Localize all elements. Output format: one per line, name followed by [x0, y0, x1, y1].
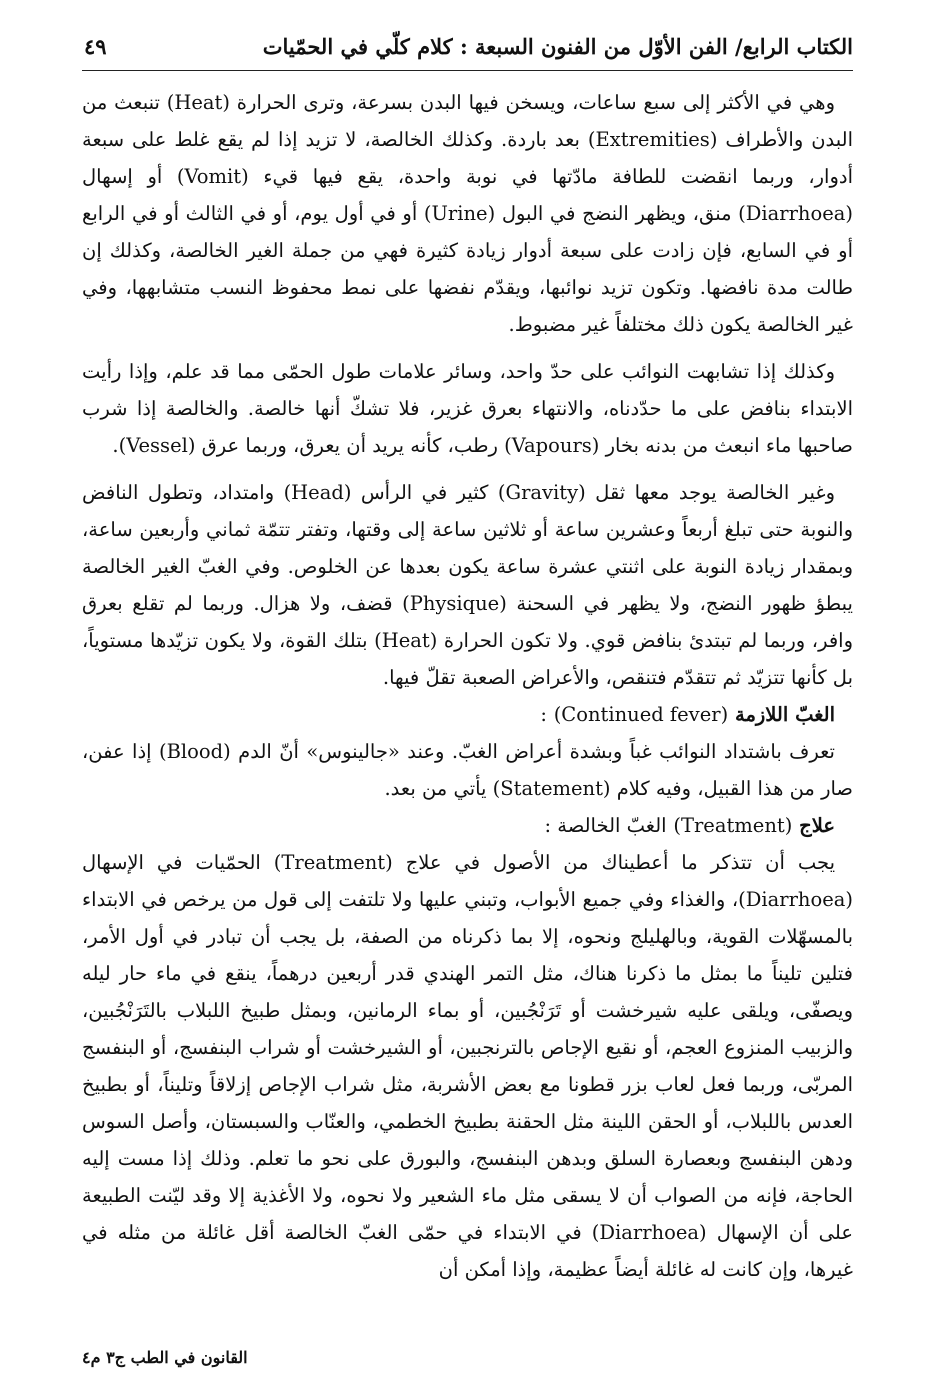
header-title: الكتاب الرابع/ الفن الأوّل من الفنون السبعة : كلام كلّي في الحمّيات: [262, 34, 853, 59]
heading-tail: :: [540, 703, 547, 726]
paragraph-1: وهي في الأكثر إلى سبع ساعات، ويسخن فيها البدن بسرعة، وترى الحرارة (Heat) تنبعث من البدن والأطراف (Extremities) بعد باردة. وكذلك الخالصة، لا تزيد إذا لم يقع غلط على سبعة أدوار، وربما انقضت للطافة مادّتها في نوبة واحدة، يقع فيها قيء (Vomit) أو إسهال (Diarrhoea) منق، ويظهر النضج في البول (Urine) أو في أول يوم، أو في الثالث أو في الرابع أو في السابع، فإن زادت على سبعة أدوار زيادة كثيرة فهي من جملة الغير الخالصة، وكذلك إن طالت مدة نافضها. وتكون تزيد نوائبها، ويقدّم نفضها على نمط محفوظ النسب متشابهها، وفي غير الخالصة يكون ذلك مختلفاً غير مضبوط.: [82, 91, 854, 336]
page-number: ٤٩: [84, 34, 107, 59]
paragraph-5: يجب أن تتذكر ما أعطيناك من الأصول في علاج (Treatment) الحمّيات في الإسهال (Diarrhoea)، والغذاء وفي جميع الأبواب، وتبني عليها ولا تلتفت إلى قول من يرخص في الابتداء بالمسهّلات القوية، وبالهليلج ونحوه، إلا بما ذكرناه من الصفة، بل يجب أن تبادر في أول الأمر، فتلين تليناً ما بمثل ما ذكرنا هناك، مثل التمر الهندي قدر أربعين درهماً، ينقع في ماء حار ليله ويصفّى، ويلقى عليه شيرخشت أو تَرَنْجُبين، أو بماء الرمانين، وبمثل طبيخ اللبلاب بالتَرَنْجُبين، والزبيب المنزوع العجم، أو نقيع الإجاص بالترنجبين، أو الشيرخشت أو شراب البنفسج، أو البنفسج المربّى، وربما فعل لعاب بزر قطونا مع بعض الأشربة، مثل شراب الإجاص إزلاقاً وتليناً، أو بطبيخ العدس باللبلاب، أو الحقن اللينة مثل الحقنة بطبيخ الخطمي، والعنّاب والسبستان، وأصل السوس ودهن البنفسج وبعصارة السلق وبدهن البنفسج، والبورق على نحو ما تعلم. وذلك إذا مست إليه الحاجة، فإنه من الصواب أن لا يسقى مثل ماء الشعير ولا نحوه، ولا الأغذية إلا وقد ليّنت الطبيعة على أن الإسهال (Diarrhoea) في الابتداء في حمّى الغبّ الخالصة أقل غائلة من مثله في غيرها، وإن كانت له غائلة أيضاً عظيمة، وإذا أمكن أن: [82, 851, 854, 1281]
heading-arabic: علاج: [799, 814, 835, 837]
body-text: [82, 84, 853, 1288]
heading-tail: الغبّ الخالصة :: [544, 814, 667, 837]
section-heading-treatment: [82, 807, 853, 844]
section-heading-continued-fever: [82, 696, 853, 733]
paragraph-3: وغير الخالصة يوجد معها ثقل (Gravity) كثير في الرأس (Head) وامتداد، وتطول النافض والنوبة حتى تبلغ أربعاً وعشرين ساعة أو ثلاثين ساعة إلى وقتها، وتفتر تتمّة ثماني وأربعين ساعة، وبمقدار زيادة النوبة على اثنتي عشرة ساعة يكون بعدها عن الخلوص. وفي الغبّ الغير الخالصة يبطؤ ظهور النضج، ولا يظهر في السحنة (Physique) قضف، ولا هزال. وربما لم تقلع بعرق وافر، وربما لم تبتدئ بنافض قوي. ولا تكون الحرارة (Heat) بتلك القوة، ولا يكون تزيّدها مستوياً، بل كأنها تتزيّد ثم تتقدّم فتنقص، والأعراض الصعبة تقلّ فيها.: [82, 481, 853, 689]
printer-signature: القانون في الطب ج٣ م٤: [82, 1348, 248, 1367]
running-header: [82, 30, 853, 71]
paragraph-4: تعرف باشتداد النوائب غباً وبشدة أعراض الغبّ. وعند «جالينوس» أنّ الدم (Blood) إذا عفن، صار من هذا القبيل، وفيه كلام (Statement) يأتي من بعد.: [82, 740, 853, 800]
heading-english: (Treatment): [673, 814, 793, 837]
heading-english: (Continued fever): [553, 703, 729, 726]
paragraph-2: وكذلك إذا تشابهت النوائب على حدّ واحد، وسائر علامات طول الحمّى مما قد علم، وإذا رأيت الابتداء بنافض على ما حدّدناه، والانتهاء بعرق غزير، فلا تشكّ أنها خالصة. والخالصة إذا شرب صاحبها ماء انبعث من بدنه بخار (Vapours) رطب، كأنه يريد أن يعرق، وربما عرق (Vessel).: [82, 360, 853, 457]
heading-arabic: الغبّ اللازمة: [734, 703, 835, 726]
